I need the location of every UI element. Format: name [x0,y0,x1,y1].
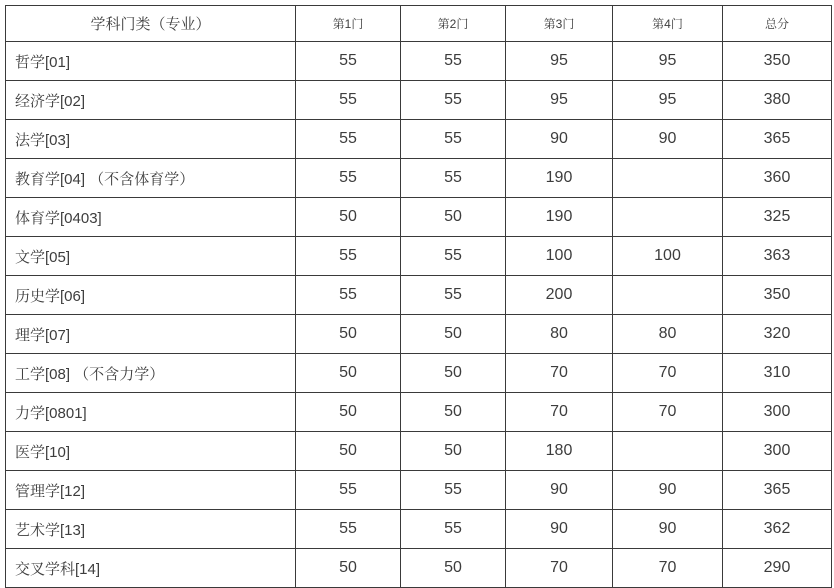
score-cell: 95 [613,81,723,120]
score-cell: 55 [296,510,401,549]
score-cell: 55 [296,120,401,159]
header-subject-4: 第4门 [613,6,723,42]
score-cell: 55 [401,276,506,315]
header-subject-3: 第3门 [506,6,613,42]
category-cell: 哲学[01] [6,42,296,81]
table-row [6,471,832,510]
table-row [6,432,832,471]
category-cell: 交叉学科[14] [6,549,296,588]
score-cell: 350 [723,276,832,315]
score-cell: 320 [723,315,832,354]
score-cell: 290 [723,549,832,588]
score-cell: 55 [401,42,506,81]
table-row [6,120,832,159]
score-cell: 300 [723,432,832,471]
table-row [6,159,832,198]
table-row [6,549,832,588]
score-cell: 50 [296,198,401,237]
score-cell: 365 [723,120,832,159]
admission-score-table [5,5,832,588]
score-cell: 55 [296,81,401,120]
score-cell [613,159,723,198]
category-cell: 管理学[12] [6,471,296,510]
score-cell: 50 [296,549,401,588]
table-row [6,315,832,354]
score-cell: 80 [506,315,613,354]
score-cell: 55 [296,237,401,276]
score-cell: 365 [723,471,832,510]
score-cell: 350 [723,42,832,81]
category-cell: 历史学[06] [6,276,296,315]
score-cell: 70 [506,354,613,393]
score-cell: 363 [723,237,832,276]
category-cell: 艺术学[13] [6,510,296,549]
score-cell: 50 [401,549,506,588]
score-cell [613,198,723,237]
score-cell: 310 [723,354,832,393]
score-cell: 90 [506,120,613,159]
score-cell: 325 [723,198,832,237]
table-row [6,354,832,393]
score-cell: 55 [296,471,401,510]
category-cell: 医学[10] [6,432,296,471]
score-cell: 95 [506,42,613,81]
score-cell: 70 [613,354,723,393]
score-cell: 55 [296,159,401,198]
category-cell: 文学[05] [6,237,296,276]
score-cell: 100 [506,237,613,276]
score-cell: 100 [613,237,723,276]
score-cell: 50 [296,315,401,354]
score-cell: 70 [613,549,723,588]
score-cell [613,276,723,315]
table-row [6,510,832,549]
score-cell: 55 [401,120,506,159]
header-category: 学科门类（专业） [6,6,296,42]
score-cell: 50 [401,354,506,393]
score-cell: 300 [723,393,832,432]
table-row [6,393,832,432]
score-cell [613,432,723,471]
table-row [6,81,832,120]
score-cell: 95 [613,42,723,81]
score-cell: 90 [506,510,613,549]
score-cell: 50 [296,393,401,432]
score-cell: 50 [401,315,506,354]
score-cell: 90 [613,471,723,510]
score-cell: 90 [506,471,613,510]
header-subject-2: 第2门 [401,6,506,42]
header-total: 总分 [723,6,832,42]
score-cell: 360 [723,159,832,198]
table-row [6,42,832,81]
category-cell: 体育学[0403] [6,198,296,237]
score-cell: 55 [401,159,506,198]
score-cell: 90 [613,510,723,549]
category-cell: 理学[07] [6,315,296,354]
score-cell: 50 [401,393,506,432]
score-table-container [5,5,832,588]
table-row [6,198,832,237]
score-cell: 70 [506,393,613,432]
score-cell: 200 [506,276,613,315]
score-cell: 55 [401,471,506,510]
score-cell: 50 [401,432,506,471]
score-cell: 55 [401,510,506,549]
score-cell: 50 [296,432,401,471]
score-cell: 50 [401,198,506,237]
score-cell: 55 [296,276,401,315]
category-cell: 经济学[02] [6,81,296,120]
score-cell: 80 [613,315,723,354]
score-cell: 380 [723,81,832,120]
table-row [6,237,832,276]
score-cell: 70 [506,549,613,588]
score-cell: 70 [613,393,723,432]
score-cell: 180 [506,432,613,471]
table-body [6,42,832,588]
score-cell: 55 [296,42,401,81]
score-cell: 95 [506,81,613,120]
score-cell: 50 [296,354,401,393]
category-cell: 法学[03] [6,120,296,159]
score-cell: 190 [506,159,613,198]
score-cell: 362 [723,510,832,549]
score-cell: 55 [401,81,506,120]
category-cell: 力学[0801] [6,393,296,432]
header-row [6,6,832,42]
category-cell: 工学[08] （不含力学） [6,354,296,393]
table-row [6,276,832,315]
header-subject-1: 第1门 [296,6,401,42]
score-cell: 190 [506,198,613,237]
category-cell: 教育学[04] （不含体育学） [6,159,296,198]
score-cell: 90 [613,120,723,159]
score-cell: 55 [401,237,506,276]
